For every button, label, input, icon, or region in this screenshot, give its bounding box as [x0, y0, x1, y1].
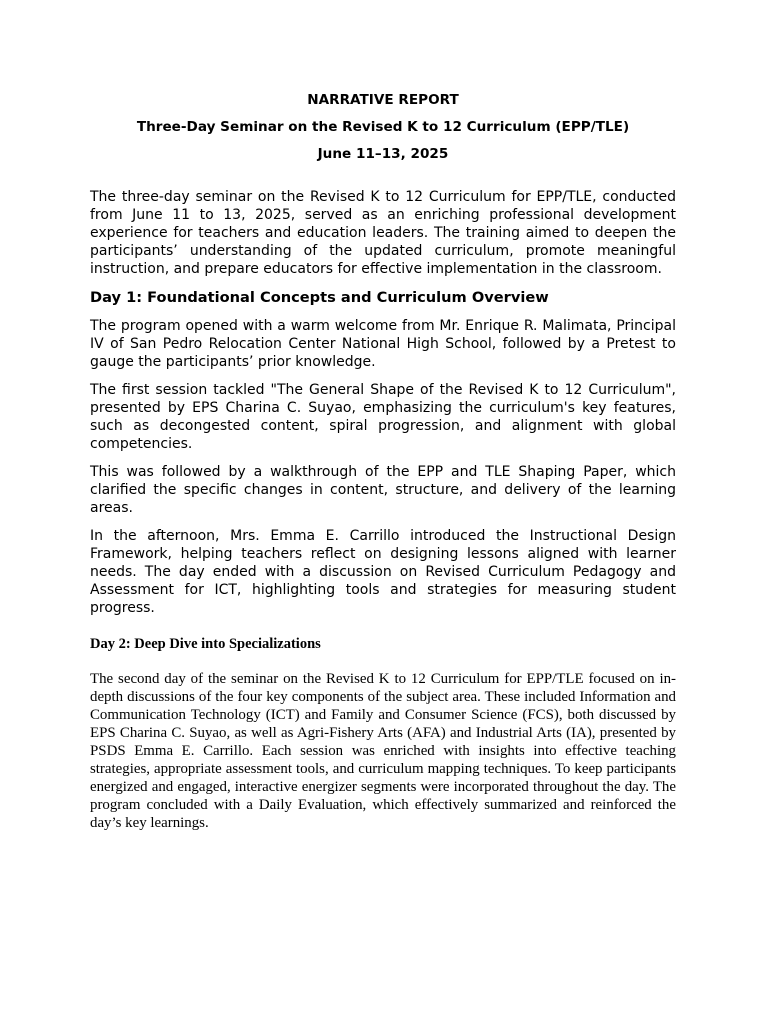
day1-paragraph-2: The first session tackled "The General Shape of the Revised K to 12 Curriculum", presented by EPS Charina C. Suyao, emphasizing the curriculum's key features, such as decongested content, spiral progression, and alignment with global competencies.: [90, 382, 676, 452]
report-title: NARRATIVE REPORT: [307, 92, 459, 108]
day2-paragraph: The second day of the seminar on the Revised K to 12 Curriculum for EPP/TLE focused on in-depth discussions of the four key components of the subject area. These included Information and Communication Technology (ICT) and Family and Consumer Science (FCS), both discussed by EPS Charina C. Suyao, as well as Agri-Fishery Arts (AFA) and Industrial Arts (IA), presented by PSDS Emma E. Carrillo. Each session was enriched with insights into effective teaching strategies, appropriate assessment tools, and curriculum mapping techniques. To keep participants energized and engaged, interactive energizer segments were incorporated throughout the day. The program concluded with a Daily Evaluation, which effectively summarized and reinforced the day’s key learnings.: [90, 671, 676, 831]
day1-paragraph-4: In the afternoon, Mrs. Emma E. Carrillo introduced the Instructional Design Framework, helping teachers reflect on designing lessons aligned with learner needs. The day ended with a discussion on Revised Curriculum Pedagogy and Assessment for ICT, highlighting tools and strategies for measuring student progress.: [90, 528, 676, 616]
day1-paragraph-3: This was followed by a walkthrough of the EPP and TLE Shaping Paper, which clarified the specific changes in content, structure, and delivery of the learning areas.: [90, 464, 676, 516]
report-date: June 11–13, 2025: [317, 146, 449, 162]
day1-paragraph-1: The program opened with a warm welcome from Mr. Enrique R. Malimata, Principal IV of San Pedro Relocation Center National High School, followed by a Pretest to gauge the participants’ prior knowledge.: [90, 318, 676, 370]
report-subtitle: Three-Day Seminar on the Revised K to 12 Curriculum (EPP/TLE): [136, 119, 630, 135]
intro-paragraph: The three-day seminar on the Revised K to 12 Curriculum for EPP/TLE, conducted from June 11 to 13, 2025, served as an enriching professional development experience for teachers and education leaders. The training aimed to deepen the participants’ understanding of the updated curriculum, promote meaningful instruction, and prepare educators for effective implementation in the classroom.: [90, 189, 676, 277]
document-page: [90, 89, 676, 832]
day2-heading: Day 2: Deep Dive into Specializations: [90, 636, 321, 652]
day1-heading: Day 1: Foundational Concepts and Curriculum Overview: [90, 289, 549, 306]
